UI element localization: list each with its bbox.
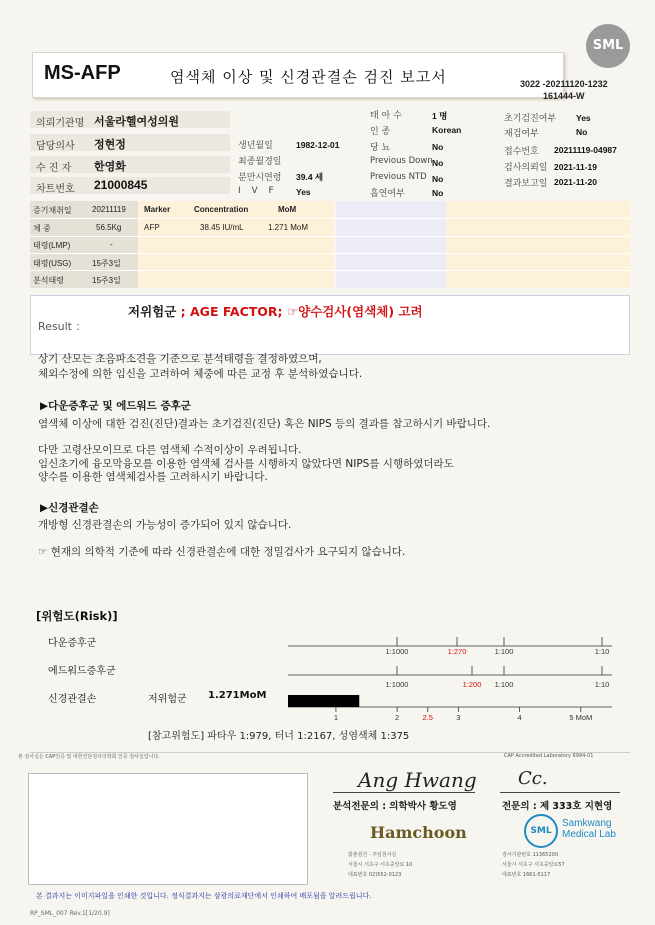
comment-line: 임신초기에 융모막융모를 이용한 염색체 검사를 시행하지 않았다면 NIPS를 시행하였더라도 <box>38 458 454 470</box>
doctor-label: 담당의사 <box>36 141 75 152</box>
report-title: 염색체 이상 및 신경관결손 검진 보고서 <box>170 68 447 86</box>
diabetes-label: 당 뇨 <box>370 143 391 153</box>
comment-line: ☞ 현재의 의학적 기준에 따라 신경관결손에 대한 정밀검사가 요구되지 않습니다. <box>38 546 406 558</box>
down-tick-label: 1:1000 <box>385 647 409 656</box>
address-line: 함춘검진 · 주임검사실 <box>348 852 397 858</box>
dob-label: 생년월일 <box>238 141 273 151</box>
signature-line <box>500 792 620 793</box>
institution-value: 서울라헬여성의원 <box>94 116 180 128</box>
row-value: - <box>110 240 113 249</box>
row-value: 56.5Kg <box>96 223 122 232</box>
form-code: RP_SML_007 Rev.1[1/20.9] <box>30 910 110 917</box>
examinee-label: 수 진 자 <box>36 163 72 174</box>
prev-down-value: No <box>432 158 444 168</box>
hamchoon-logo: Hamchoon <box>370 823 467 842</box>
sml-footer-logo: SML <box>524 814 558 848</box>
prev-down-label: Previous Down <box>370 156 433 166</box>
col-marker: Marker <box>144 205 171 214</box>
address-line: 서울시 서초구 서초중앙로 10 <box>348 862 413 868</box>
comment-line: 개방형 신경관결손의 가능성이 증가되어 있지 않습니다. <box>38 519 292 531</box>
comment-line: 상기 산모는 초음파소견을 기준으로 분석태령을 결정하였으며, <box>38 353 322 365</box>
row-label: 태령(USG) <box>33 259 72 268</box>
mom-value: 1.271 MoM <box>268 223 309 232</box>
ivf-label: I V F <box>238 186 278 196</box>
ntd-tick-label: 3 <box>456 713 461 722</box>
diabetes-value: No <box>432 142 444 152</box>
report-date-value: 2021-11-20 <box>554 177 598 187</box>
report-date-label: 결과보고일 <box>504 179 548 189</box>
stamp-box <box>28 773 308 885</box>
section-heading-ntd: ▶신경관결손 <box>40 502 99 514</box>
age-label: 분만시연령 <box>238 173 282 183</box>
race-label: 인 종 <box>370 127 391 137</box>
retest-value: No <box>576 127 588 137</box>
ntd-tick-label: 1 <box>333 713 339 722</box>
row-value: 20211119 <box>92 205 126 214</box>
cap-note: CAP Accredited Laboratory 8994-01 <box>504 753 594 759</box>
edwards-tick-label: 1:200 <box>462 680 482 689</box>
ivf-value: Yes <box>296 187 311 197</box>
address-line: 검사기관번호 11365200 <box>502 852 559 858</box>
test-code: MS-AFP <box>44 62 121 84</box>
col-mom: MoM <box>278 205 297 214</box>
row-label: 분석태령 <box>33 276 64 285</box>
ntd-mom-bar <box>288 695 359 707</box>
ntd-tick-label: 4 <box>517 713 522 722</box>
fetus-label: 태 아 수 <box>370 111 402 121</box>
signature-line <box>333 792 475 793</box>
result-label: Result ： <box>38 320 87 333</box>
comment-line: 염색체 이상에 대한 검진(진단)결과는 초기검진(진단) 혹은 NIPS 등의 결과를 참고하시기 바랍니다. <box>38 418 491 430</box>
chart-label: 차트번호 <box>36 184 75 195</box>
address-line: 서울시 서초구 서초중앙로57 <box>502 862 565 868</box>
reference-risk: [참고위험도] 파타우 1:979, 터너 1:2167, 성염색체 1:375 <box>148 731 410 742</box>
address-line: 대표번호 1661-5117 <box>502 872 551 878</box>
comment-line: 양수를 이용한 염색체검사를 고려하시기 바랍니다. <box>38 471 268 483</box>
edwards-tick-label: 1:100 <box>494 680 514 689</box>
result-summary: 저위험군 ; AGE FACTOR; ☞양수검사(염색체) 고려 <box>128 304 423 319</box>
report-number: 3022 -20211120-1232 161444-W <box>520 79 608 101</box>
marker-value: AFP <box>144 223 160 232</box>
doctor-value: 정현정 <box>94 139 126 151</box>
ntd-tick-label: 2 <box>395 713 400 722</box>
down-tick-label: 1:10 <box>594 647 610 656</box>
lmp-label: 최종월경일 <box>238 157 282 167</box>
down-tick-label: 1:270 <box>447 647 467 656</box>
comment-line: 체외수정에 의한 임신을 고려하여 체중에 따른 교정 후 분석하였습니다. <box>38 368 363 380</box>
ntd-tick-label: 5 MoM <box>569 713 593 722</box>
accreditation-note: 본 검사실은 CAP인증 및 대한진단검사의학회 인증 검사실입니다. <box>18 754 160 760</box>
row-value: 15주3일 <box>92 276 121 285</box>
ntd-tick-label: 2.5 <box>422 713 433 722</box>
sml-lab-name: Samkwang Medical Lab <box>562 818 616 840</box>
ntd-group: 저위험군 <box>148 694 187 705</box>
row-label: 체 중 <box>33 224 51 233</box>
first-value: Yes <box>576 113 591 123</box>
sml-logo: SML <box>586 24 630 68</box>
first-label: 초기검진여부 <box>504 114 557 124</box>
print-notice: 본 결과지는 이미지파일을 인쇄한 것입니다. 정식결과지는 삼광의료재단에서 인쇄하여 배포됨을 알려드립니다. <box>36 892 372 900</box>
analyst-signature: Ang Hwang <box>358 768 477 792</box>
row-value: 15주3일 <box>92 259 121 268</box>
request-date-value: 2021-11-19 <box>554 162 598 172</box>
race-value: Korean <box>432 125 462 135</box>
edwards-tick-label: 1:1000 <box>385 680 409 689</box>
ntd-label: 신경관결손 <box>48 694 97 705</box>
examinee-value: 한영화 <box>94 161 126 173</box>
smoking-label: 흡연여부 <box>370 189 405 199</box>
smoking-value: No <box>432 188 444 198</box>
section-heading-down: ▶다운증후군 및 에드워드 증후군 <box>40 400 191 412</box>
edwards-tick-label: 1:10 <box>594 680 610 689</box>
edwards-label: 에드워드증후군 <box>48 666 116 677</box>
fetus-value: 1 명 <box>432 111 448 121</box>
down-tick-label: 1:100 <box>494 647 514 656</box>
institution-label: 의뢰기관명 <box>36 118 85 129</box>
analyst-name: 분석전문의 : 의학박사 황도영 <box>333 801 457 812</box>
receipt-label: 접수번호 <box>504 147 539 157</box>
row-label: 태령(LMP) <box>33 241 71 250</box>
specialist-signature: Cc. <box>518 768 548 789</box>
dob-value: 1982-12-01 <box>296 140 340 150</box>
retest-label: 재검여부 <box>504 129 539 139</box>
address-line: 대표번호 02)552-0123 <box>348 872 402 878</box>
chart-number: 21000845 <box>94 178 148 192</box>
comment-line: 다만 고령산모이므로 다른 염색체 수적이상이 우려됩니다. <box>38 444 302 456</box>
down-label: 다운증후군 <box>48 638 97 649</box>
prev-ntd-label: Previous NTD <box>370 172 427 182</box>
prev-ntd-value: No <box>432 174 444 184</box>
risk-title: [위험도(Risk)] <box>36 609 118 623</box>
receipt-value: 20211119-04987 <box>554 145 617 155</box>
row-label: 증기채취일 <box>33 206 72 215</box>
request-date-label: 검사의뢰일 <box>504 163 548 173</box>
specialist-name: 전문의 : 제 333호 지현영 <box>502 801 613 812</box>
ntd-mom: 1.271MoM <box>208 690 267 701</box>
col-concentration: Concentration <box>194 205 249 214</box>
age-value: 39.4 세 <box>296 172 324 182</box>
conc-value: 38.45 IU/mL <box>200 223 244 232</box>
